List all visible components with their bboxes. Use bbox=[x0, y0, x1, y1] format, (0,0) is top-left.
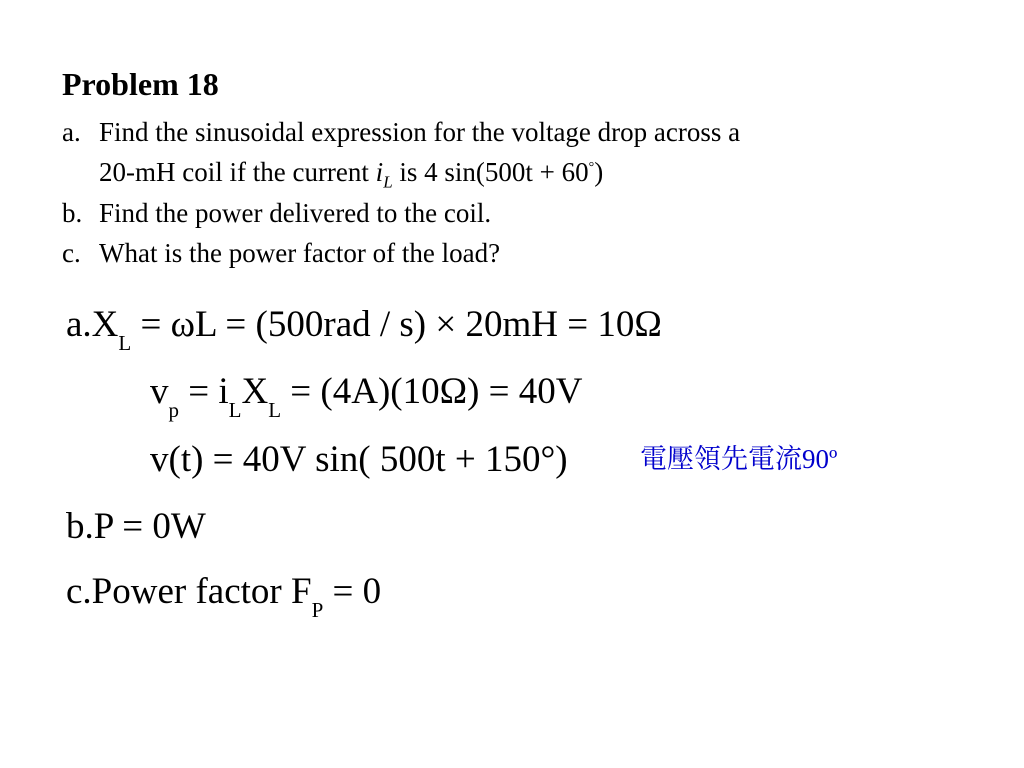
solution-c-line-pre: c.Power factor F bbox=[66, 571, 312, 612]
question-a-line2-end: ) bbox=[594, 157, 604, 187]
degree-mark: ° bbox=[588, 160, 595, 175]
question-a-line1: Find the sinusoidal expression for the voltage drop across a bbox=[99, 117, 741, 147]
question-a-line2-post: is 4 sin(500t + 60 bbox=[392, 157, 589, 187]
solution-a-line1-post: = ωL = (500rad / s) × 20mH = 10Ω bbox=[131, 304, 662, 345]
solution-a-line2-xsub: L bbox=[268, 398, 282, 422]
solution-a-line2-mid1: = i bbox=[179, 371, 229, 412]
problem-title: Problem 18 bbox=[62, 66, 219, 102]
question-a-letter: a. bbox=[62, 117, 81, 147]
question-b-letter: b. bbox=[62, 198, 83, 228]
solution-c-line bbox=[66, 570, 382, 622]
solution-a-line1-pre: a.X bbox=[66, 304, 119, 345]
solution-a-line2-post: = (4A)(10Ω) = 40V bbox=[281, 371, 583, 412]
question-b-text: Find the power delivered to the coil. bbox=[99, 198, 492, 228]
question-a-line2-pre: 20-mH coil if the current bbox=[99, 157, 376, 187]
solution-c-line-post: = 0 bbox=[323, 571, 382, 612]
solution-c-line-sub: P bbox=[311, 598, 324, 622]
solution-a-line3: v(t) = 40V sin( 500t + 150°) bbox=[150, 439, 568, 480]
solution-a-line2 bbox=[150, 370, 583, 422]
solution-a-line1 bbox=[66, 303, 662, 355]
solution-a-line2-vsub: p bbox=[168, 398, 179, 422]
question-c-letter: c. bbox=[62, 238, 81, 268]
solution-a-line2-v: v bbox=[150, 371, 169, 412]
question-a-line2 bbox=[99, 157, 603, 192]
phase-note: 電壓領先電流90º bbox=[640, 444, 838, 474]
solution-a-line2-x: X bbox=[241, 371, 269, 412]
solution-a-line1-sub: L bbox=[118, 331, 132, 355]
current-symbol: i bbox=[375, 157, 384, 187]
question-c-text: What is the power factor of the load? bbox=[99, 238, 501, 268]
solution-b-line: b.P = 0W bbox=[66, 506, 206, 547]
current-subscript: L bbox=[383, 172, 393, 192]
solution-a-line2-isub: L bbox=[228, 398, 242, 422]
